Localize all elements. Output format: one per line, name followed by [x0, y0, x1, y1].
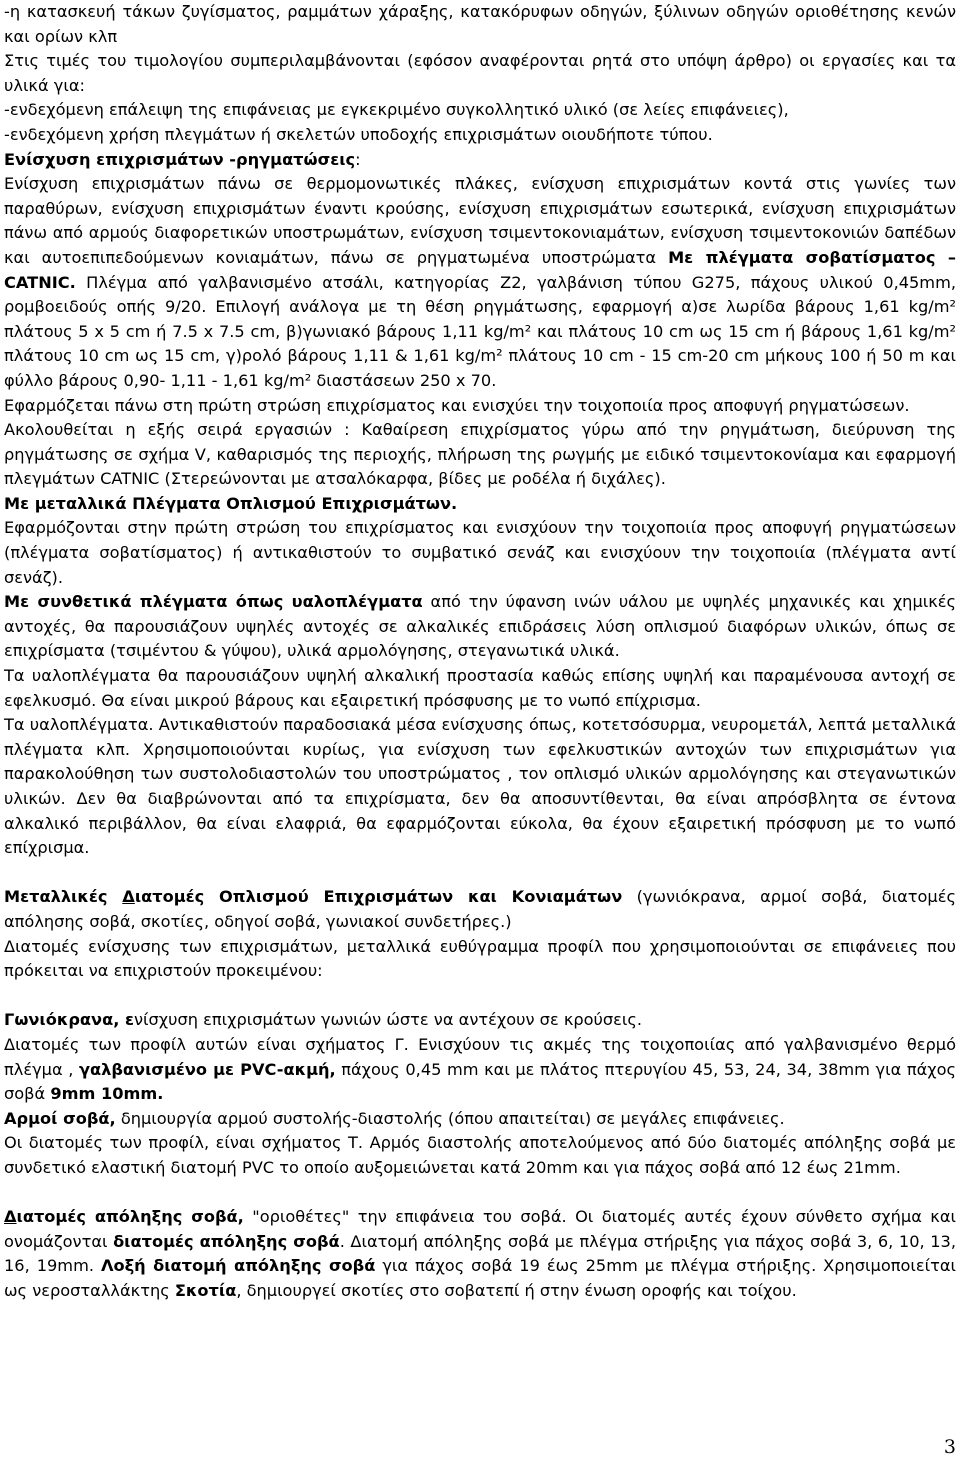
heading-text: Με μεταλλικά Πλέγματα Οπλισμού Επιχρισμάτων. — [4, 493, 458, 513]
paragraph-stop-beads — [4, 1205, 956, 1303]
stop-beads-term: διατομές απόληξης σοβά — [113, 1231, 340, 1251]
paragraph-construction-guides: -η κατασκευή τάκων ζυγίσματος, ραμμάτων χάραξης, κατακόρυφων οδηγών, ξύλινων οδηγών οριοθέτησης κενών και ορίων κλπ — [4, 2, 956, 46]
underlined-initial: Δ — [4, 1207, 17, 1227]
spacer — [4, 861, 956, 886]
paragraph-corner-beads — [4, 1008, 956, 1033]
catnic-description: Πλέγμα από γαλβανισμένο ατσάλι, κατηγορίας Z2, γαλβάνιση τύπου G275, πάχους υλικού 0,45mm, ρομβοειδούς οπής 9/20. Επιλογή ανάλογα με τη θέση ρηγμάτωσης, εφαρμογή α)σε λωρίδα βάρους 1,61 kg/m² πλάτους 5 x 5 cm ή 7.5 x 7.5 cm, β)γωνιακό βάρους 1,11 kg/m² και πλάτους 10 cm ως 15 cm ή βάρους 1,61 kg/m² πλάτους 10 cm ως 15 cm, γ)ρολό βάρους 1,11 & 1,61 kg/m² πλάτους 10 cm - 15 cm-20 cm μήκους 100 ή 50 m και φύλλο βάρους 0,90- 1,11 - 1,61 kg/m² διαστάσεων 250 x 70. — [4, 272, 956, 390]
paragraph-fiberglass-properties: Τα υαλοπλέγματα θα παρουσιάζουν υψηλή αλκαλική προστασία καθώς επίσης υψηλή και παραμένουσα αντοχή σε εφελκυσμό. Θα είναι μικρού βάρους και εξαιρετική πρόσφυσης με το νωπό επίχρισμα. — [4, 666, 956, 710]
paragraph-work-sequence: Ακολουθείται η εξής σειρά εργασιών : Καθαίρεση επιχρίσματος γύρω από την ρηγμάτωση, διεύρυνση της ρηγμάτωσης σε σχήμα V, καθαρισμός της περιοχής, πλήρωση της ρωγμής με ειδικό τσιμεντοκονίαμα και εφαρμογή πλεγμάτων CATNIC (Στερεώνονται με ατσαλόκαρφα, βίδες με ροδέλα ή διχάλες). — [4, 420, 956, 489]
metal-profiles-list: (γωνιόκρανα, αρμοί σοβά, διατομές απόλησης σοβά, σκοτίες, οδηγοί σοβά, γωνιακοί συνδετήρες.) — [4, 887, 956, 931]
stop-beads-text-a: "οριοθέτες" την επιφάνεια του σοβά. Οι διατομές αυτές έχουν σύνθετο σχήμα και ονομάζονται — [4, 1207, 956, 1251]
paragraph-included-works: Στις τιμές του τιμολογίου συμπεριλαμβάνονται (εφόσον αναφέρονται ρητά στο υπόψη άρθρο) οι εργασίες και τα υλικά για: — [4, 51, 956, 95]
paragraph-fiberglass-uses: Τα υαλοπλέγματα. Αντικαθιστούν παραδοσιακά μέσα ενίσχυσης όπως, κοτετσόσυρμα, νευρομετάλ, λεπτά μεταλλικά πλέγματα κλπ. Χρησιμοποιούνται κυρίως, για ενίσχυση των εφελκυστικών αντοχών των επιχρισμάτων για παρακολούθηση των συστολοδιαστολών του υποστρώματος , τον οπλισμό υλικών αρμολόγησης και στεγανωτικών υλικών. Δεν θα διαβρώνονται από τα επιχρίσματα, δεν θα αποσυντίθενται, θα είναι απρόσβλητα σε έντονα αλκαλικό περιβάλλον, θα είναι ελαφριά, θα εφαρμόζονται εύκολα, θα έχουν εξαιρετική πρόσφυση με το νωπό επίχρισμα. — [4, 715, 956, 858]
heading-plaster-reinforcement — [4, 148, 956, 173]
reinforcement-text: Ενίσχυση επιχρισμάτων πάνω σε θερμομονωτικές πλάκες, ενίσχυση επιχρισμάτων κοντά στις γωνίες των παραθύρων, ενίσχυση επιχρισμάτων έναντι κρούσης, ενίσχυση επιχρισμάτων εσωτερικά, ενίσχυση επιχρισμάτων πάνω από αρμούς διαφορετικών υποστρωμάτων, ενίσχυση τσιμεντοκονιαμάτων, ενίσχυση τσιμεντοκονιών δαπέδων και αυτοεπιπεδούμενων κονιαμάτων, πάνω σε ρηγματωμένα υποστρώματα — [4, 174, 956, 267]
stop-beads-heading: Διατομές απόληξης σοβά, — [4, 1207, 244, 1227]
metal-profiles-heading-b: Διατομές Οπλισμού Επιχρισμάτων και Κονιαμάτων — [122, 887, 623, 907]
synthetic-mesh-description: από την ύφανση ινών υάλου με υψηλές μηχανικές και χημικές αντοχές, θα παρουσιάζουν υψηλές αντοχές σε αλκαλικές επιδράσεις λύση οπλισμού διαφόρων υλικών, όπως σε επιχρίσματα (τσιμέντου & γύψου), υλικά αρμολόγησης, στεγανωτικά υλικά. — [4, 592, 957, 661]
catnic-heading: Με πλέγματα σοβατίσματος – CATNIC. — [4, 247, 957, 292]
heading-metal-mesh — [4, 492, 956, 517]
paragraph-synthetic-mesh — [4, 590, 956, 664]
angled-stop-bead-term: Λοξή διατομή απόληξης σοβά — [100, 1256, 376, 1276]
paragraph-t-profiles: Οι διατομές των προφίλ, είναι σχήματος Τ. Αρμός διαστολής αποτελούμενος από δύο διατομές απόληξης σοβά με συνδετικό ελαστική διατομή PVC το οποίο αυξομειώνεται κατά 20mm και για πάχος σοβά από 12 έως 21mm. — [4, 1133, 956, 1177]
spacer — [4, 1181, 956, 1206]
corner-profiles-pvc: γαλβανισμένο με PVC-ακμή, — [78, 1059, 336, 1079]
paragraph-metal-profiles — [4, 885, 956, 934]
paragraph-profiles-purpose: Διατομές ενίσχυσης των επιχρισμάτων, μεταλλικά ευθύγραμμα προφίλ που χρησιμοποιούνται σε επιφάνειες που πρόκειται να επιχριστούν προκειμένου: — [4, 936, 956, 981]
heading-text: Ενίσχυση επιχρισμάτων -ρηγματώσεις — [4, 149, 356, 169]
paragraph-plaster-joints — [4, 1107, 956, 1132]
metal-profiles-heading-a: Μεταλλικές — [4, 887, 123, 907]
paragraph-catnic-application: Εφαρμόζεται πάνω στη πρώτη στρώση επιχρίσματος και ενισχύει την τοιχοποιία προς αποφυγή ρηγματώσεων. — [4, 395, 910, 415]
corner-profiles-thickness: 9mm 10mm. — [50, 1084, 164, 1104]
synthetic-mesh-heading: Με συνθετικά πλέγματα όπως υαλοπλέγματα — [4, 592, 423, 612]
shadow-gap-term: Σκοτία — [174, 1280, 237, 1300]
underlined-initial: Δ — [122, 887, 135, 907]
corner-beads-heading: Γωνιόκρανα, ε — [4, 1010, 134, 1030]
stop-beads-text-b: . Διατομή απόληξης σοβά με πλέγμα στήριξης για πάχος σοβά 3, 6, 10, 13, 16, 19mm. — [4, 1231, 956, 1276]
corner-beads-text: νίσχυση επιχρισμάτων γωνιών ώστε να αντέχουν σε κρούσεις. — [134, 1010, 643, 1030]
stop-beads-text-c: για πάχος σοβά 19 έως 25mm με πλέγμα στήριξης. Χρησιμοποιείται ως νεροσταλλάκτης — [4, 1256, 956, 1300]
heading-colon: : — [355, 149, 361, 169]
page-number: 3 — [943, 1436, 956, 1458]
corner-profiles-text-a: Διατομές των προφίλ αυτών είναι σχήματος Γ. Ενισχύουν τις ακμές της τοιχοποιίας από γαλβανισμένο θερμό πλέγμα , — [4, 1034, 956, 1079]
paragraph-adhesive-coating: -ενδεχόμενη επάλειψη της επιφάνειας με εγκεκριμένο συγκολλητικό υλικό (σε λείες επιφάνειες), — [4, 100, 789, 120]
paragraph-metal-mesh: Εφαρμόζονται στην πρώτη στρώση του επιχρίσματος και ενισχύουν την τοιχοποιία προς αποφυγή ρηγματώσεων (πλέγματα σοβατίσματος) ή αντικαθιστούν το συμβατικό σενάζ και ενισχύουν την τοιχοποιία (πλέγματα αντί σενάζ). — [4, 518, 956, 587]
paragraph-corner-profiles — [4, 1033, 956, 1107]
stop-beads-text-d: , δημιουργεί σκοτίες στο σοβατεπί ή στην ένωση οροφής και τοίχου. — [236, 1280, 797, 1300]
document-body — [4, 0, 956, 1303]
paragraph-mesh-use: -ενδεχόμενη χρήση πλεγμάτων ή σκελετών υποδοχής επιχρισμάτων οιουδήποτε τύπου. — [4, 124, 713, 144]
spacer — [4, 984, 956, 1009]
paragraph-reinforcement-list — [4, 172, 956, 393]
plaster-joints-text: δημιουργία αρμού συστολής-διαστολής (όπου απαιτείται) σε μεγάλες επιφάνειες. — [115, 1108, 785, 1128]
corner-profiles-text-b: πάχους 0,45 mm και με πλάτος πτερυγίου 45, 53, 24, 34, 38mm για πάχος σοβά — [4, 1059, 957, 1104]
plaster-joints-heading: Αρμοί σοβά, — [4, 1108, 116, 1128]
